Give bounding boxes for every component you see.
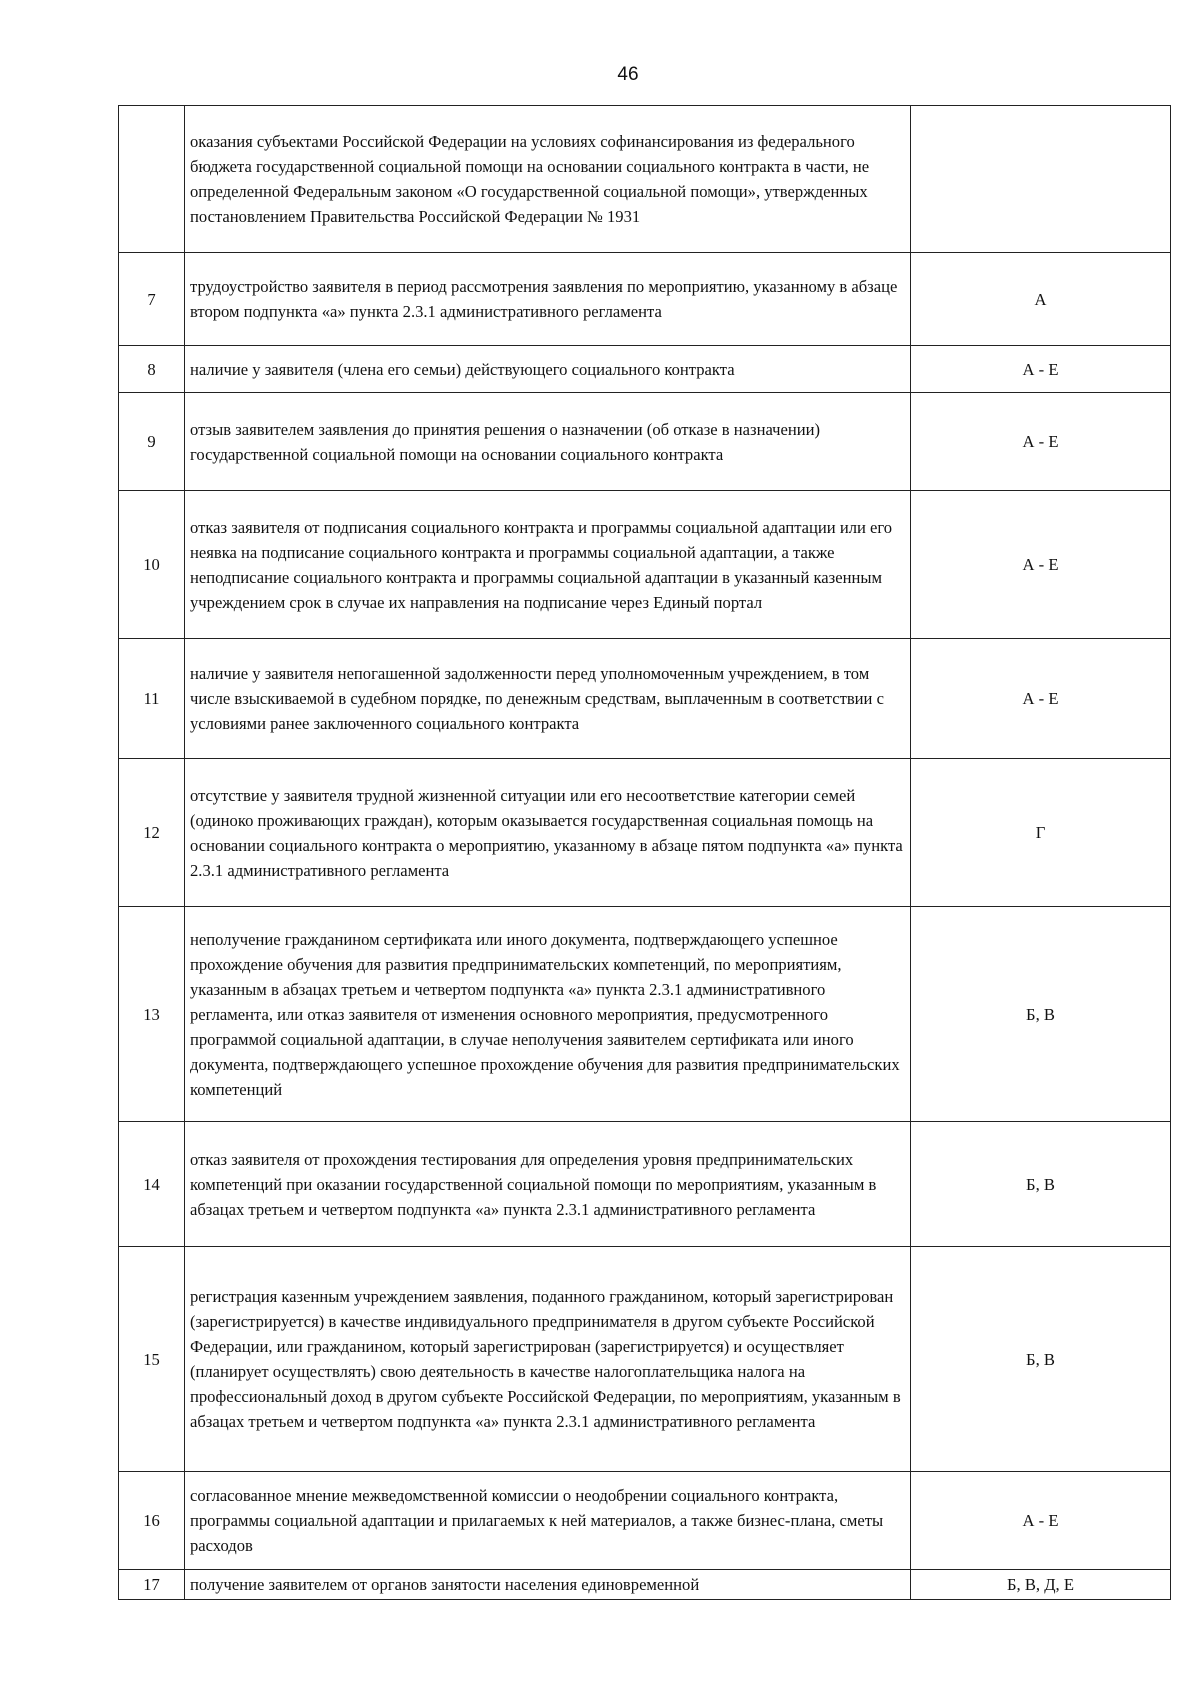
row-code: А - Е [911, 346, 1171, 393]
row-text: согласованное мнение межведомственной комиссии о неодобрении социального контракта, программы социальной адаптации и прилагаемых к ней материалов, а также бизнес-плана, сметы расходов [185, 1472, 911, 1570]
row-text: неполучение гражданином сертификата или иного документа, подтверждающего успешное прохождение обучения для развития предпринимательских компетенций, по мероприятиям, указанным в абзацах третьем и четвертом подпункта «а» пункта 2.3.1 административного регламента, или отказ заявителя от изменения основного мероприятия, предусмотренного программой социальной адаптации, в случае неполучения заявителем сертификата или иного документа, подтверждающего успешное прохождение обучения для развития предпринимательских компетенций [185, 907, 911, 1122]
row-number: 12 [119, 759, 185, 907]
row-text: регистрация казенным учреждением заявления, поданного гражданином, который зарегистрирован (зарегистрируется) в качестве индивидуального предпринимателя в другом субъекте Российской Федерации, или гражданином, который зарегистрирован (зарегистрируется) и осуществляет (планирует осуществлять) свою деятельность в качестве налогоплательщика налога на профессиональный доход в другом субъекте Российской Федерации, по мероприятиям, указанным в абзацах третьем и четвертом подпункта «а» пункта 2.3.1 административного регламента [185, 1247, 911, 1472]
row-code: А [911, 253, 1171, 346]
row-code: Г [911, 759, 1171, 907]
row-text: отсутствие у заявителя трудной жизненной ситуации или его несоответствие категории семей (одиноко проживающих граждан), которым оказывается государственная социальная помощь на основании социального контракта о мероприятию, указанному в абзаце пятом подпункта «а» пункта 2.3.1 административного регламента [185, 759, 911, 907]
row-text: оказания субъектами Российской Федерации на условиях софинансирования из федерального бюджета государственной социальной помощи на основании социального контракта в части, не определенной Федеральным законом «О государственной социальной помощи», утвержденных постановлением Правительства Российской Федерации № 1931 [185, 106, 911, 253]
table-row [119, 346, 1171, 393]
table-row [119, 907, 1171, 1122]
row-text: отказ заявителя от прохождения тестирования для определения уровня предпринимательских компетенций при оказании государственной социальной помощи по мероприятиям, указанным в абзацах третьем и четвертом подпункта «а» пункта 2.3.1 административного регламента [185, 1122, 911, 1247]
row-text: наличие у заявителя (члена его семьи) действующего социального контракта [185, 346, 911, 393]
row-code: Б, В [911, 1122, 1171, 1247]
table-row [119, 1472, 1171, 1570]
row-number: 7 [119, 253, 185, 346]
conditions-table [118, 105, 1171, 1600]
row-text: наличие у заявителя непогашенной задолженности перед уполномоченным учреждением, в том числе взыскиваемой в судебном порядке, по денежным средствам, выплаченным в соответствии с условиями ранее заключенного социального контракта [185, 639, 911, 759]
table-row [119, 1122, 1171, 1247]
table-row [119, 639, 1171, 759]
row-code: А - Е [911, 639, 1171, 759]
row-code: А - Е [911, 393, 1171, 491]
page-number: 46 [617, 64, 639, 85]
row-code: А - Е [911, 491, 1171, 639]
row-code [911, 106, 1171, 253]
row-number: 10 [119, 491, 185, 639]
row-number: 13 [119, 907, 185, 1122]
table-row [119, 106, 1171, 253]
row-number: 8 [119, 346, 185, 393]
table-row [119, 1247, 1171, 1472]
row-code: Б, В [911, 1247, 1171, 1472]
row-number: 15 [119, 1247, 185, 1472]
table-row [119, 1570, 1171, 1600]
table-row [119, 393, 1171, 491]
row-number: 14 [119, 1122, 185, 1247]
table-row [119, 759, 1171, 907]
row-text: отказ заявителя от подписания социального контракта и программы социальной адаптации или его неявка на подписание социального контракта и программы социальной адаптации, а также неподписание социального контракта и программы социальной адаптации в указанный казенным учреждением срок в случае их направления на подписание через Единый портал [185, 491, 911, 639]
row-number [119, 106, 185, 253]
row-code: Б, В [911, 907, 1171, 1122]
row-text: трудоустройство заявителя в период рассмотрения заявления по мероприятию, указанному в абзаце втором подпункта «а» пункта 2.3.1 административного регламента [185, 253, 911, 346]
row-number: 16 [119, 1472, 185, 1570]
row-code: А - Е [911, 1472, 1171, 1570]
row-code: Б, В, Д, Е [911, 1570, 1171, 1600]
table-row [119, 253, 1171, 346]
row-text: получение заявителем от органов занятости населения единовременной [185, 1570, 911, 1600]
row-number: 11 [119, 639, 185, 759]
row-text: отзыв заявителем заявления до принятия решения о назначении (об отказе в назначении) государственной социальной помощи на основании социального контракта [185, 393, 911, 491]
row-number: 17 [119, 1570, 185, 1600]
row-number: 9 [119, 393, 185, 491]
table-row [119, 491, 1171, 639]
